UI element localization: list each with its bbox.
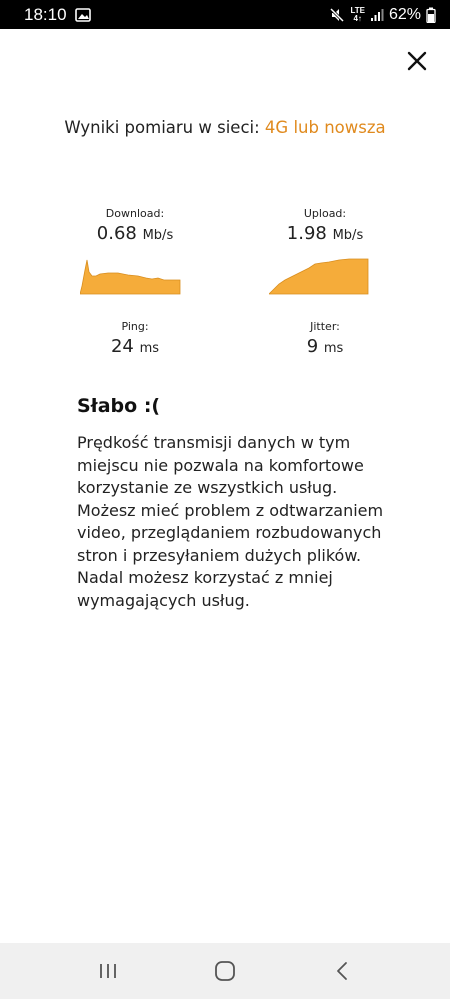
download-unit: Mb/s bbox=[142, 228, 174, 243]
close-icon bbox=[407, 51, 427, 71]
jitter-metric bbox=[250, 320, 400, 357]
upload-chart bbox=[269, 256, 369, 296]
verdict-description: Prędkość transmisji danych w tym miejscu nie pozwala na komfortowe korzystanie ze wszystkich usług. Możesz mieć problem z odtwarzaniem video, przeglądaniem rozbudowanych stron i przesyłaniem dużych plików. Nadal możesz korzystać z mniej wymagających usług. bbox=[77, 433, 384, 610]
status-right bbox=[329, 6, 436, 24]
battery-percent: 62% bbox=[388, 5, 421, 23]
signal-icon bbox=[370, 8, 384, 22]
status-time: 18:10 bbox=[24, 4, 67, 24]
jitter-value-row bbox=[250, 336, 400, 357]
recent-apps-button[interactable] bbox=[86, 951, 130, 991]
results-title bbox=[0, 118, 450, 137]
status-left bbox=[24, 5, 91, 25]
lte-indicator bbox=[350, 7, 365, 23]
gallery-notification-icon bbox=[75, 8, 91, 22]
upload-label: Upload: bbox=[303, 207, 347, 220]
lte-label: LTE bbox=[350, 5, 365, 15]
ping-metric bbox=[60, 320, 210, 357]
mute-icon bbox=[329, 7, 345, 23]
jitter-unit: ms bbox=[323, 341, 344, 356]
network-type: 4G lub nowsza bbox=[264, 118, 386, 137]
close-button[interactable] bbox=[404, 48, 430, 74]
download-value: 0.68 bbox=[96, 223, 137, 244]
ping-label: Ping: bbox=[121, 320, 149, 333]
ping-unit: ms bbox=[139, 341, 160, 356]
battery-icon bbox=[426, 7, 436, 23]
download-value-row bbox=[60, 223, 210, 244]
lte-arrows: 4↑ bbox=[353, 13, 362, 23]
title-prefix: Wyniki pomiaru w sieci: bbox=[64, 118, 260, 137]
verdict-title: Słabo :( bbox=[77, 395, 161, 417]
ping-value: 24 bbox=[110, 336, 134, 357]
home-button[interactable] bbox=[203, 951, 247, 991]
jitter-value: 9 bbox=[306, 336, 319, 357]
home-icon bbox=[214, 960, 236, 982]
upload-value: 1.98 bbox=[286, 223, 327, 244]
status-bar bbox=[0, 0, 450, 29]
download-metric bbox=[60, 207, 210, 244]
upload-metric bbox=[250, 207, 400, 244]
ping-value-row bbox=[60, 336, 210, 357]
download-label: Download: bbox=[105, 207, 165, 220]
upload-value-row bbox=[250, 223, 400, 244]
jitter-label: Jitter: bbox=[310, 320, 340, 333]
upload-unit: Mb/s bbox=[332, 228, 364, 243]
navigation-bar bbox=[0, 943, 450, 999]
back-icon bbox=[335, 961, 349, 981]
download-chart bbox=[80, 256, 181, 296]
recent-apps-icon bbox=[98, 962, 118, 980]
back-button[interactable] bbox=[320, 951, 364, 991]
